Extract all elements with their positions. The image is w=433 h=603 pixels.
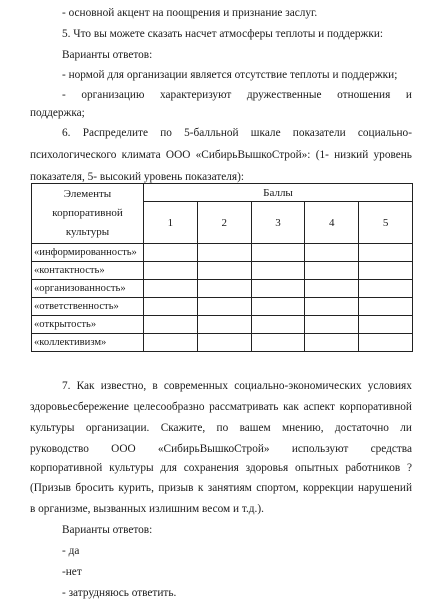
answers-label: Варианты ответов: [62, 49, 153, 61]
question-6-line [30, 148, 412, 162]
answer-option: - нормой для организации является отсутствие теплоты и поддержки; [62, 69, 398, 81]
word: здоровьесбережение [30, 401, 129, 413]
score-cell[interactable] [251, 334, 305, 352]
word: Как [76, 380, 95, 392]
table-row [32, 316, 413, 334]
score-cell[interactable] [359, 244, 413, 262]
question-7 [62, 379, 412, 393]
score-column-5: 5 [359, 202, 413, 244]
score-cell[interactable] [251, 244, 305, 262]
answer-option: -нет [62, 566, 82, 578]
score-column-4: 4 [305, 202, 359, 244]
score-cell[interactable] [144, 298, 198, 316]
score-cell[interactable] [305, 244, 359, 262]
word: шкале [250, 127, 281, 139]
word: руководство [30, 443, 89, 455]
question-7-line [30, 481, 412, 495]
table-row [32, 334, 413, 352]
score-cell[interactable] [144, 244, 198, 262]
word: в [152, 380, 158, 392]
question-7-line [30, 461, 412, 475]
score-column-2: 2 [197, 202, 251, 244]
word: 7. [62, 380, 71, 392]
word: социально- [357, 127, 412, 139]
table-row [32, 280, 413, 298]
word: целесообразно [133, 401, 205, 413]
word: (Призыв [30, 482, 72, 494]
header-elements: Элементы корпоративной культуры [32, 184, 144, 244]
score-cell[interactable] [251, 280, 305, 298]
score-cell[interactable] [197, 334, 251, 352]
word: средства [370, 443, 412, 455]
score-cell[interactable] [305, 298, 359, 316]
score-column-1: 1 [144, 202, 198, 244]
word: ? [406, 462, 412, 474]
word: используют [291, 443, 349, 455]
word: дружественные [246, 89, 322, 101]
row-label: «организованность» [32, 280, 144, 298]
question-5: 5. Что вы можете сказать насчет атмосферы теплоты и поддержки: [62, 28, 384, 40]
score-cell[interactable] [359, 316, 413, 334]
score-cell[interactable] [197, 262, 251, 280]
question-7-line [30, 442, 412, 456]
word: (1- [315, 149, 329, 161]
word: вашем [239, 422, 271, 434]
word: сохранения [183, 462, 239, 474]
answer-option: - затрудняюсь ответить. [62, 587, 177, 599]
word: достаточно [334, 422, 389, 434]
score-cell[interactable] [197, 316, 251, 334]
score-cell[interactable] [359, 334, 413, 352]
word: Распределите [82, 127, 148, 139]
word: климата [121, 149, 161, 161]
question-6-line: показателя, 5- высокий уровень показателя): [30, 171, 245, 183]
table-row [32, 298, 413, 316]
word: социально-экономических [234, 380, 362, 392]
word: культуры [30, 422, 75, 434]
word: мнению, [281, 422, 324, 434]
row-label: «контактность» [32, 262, 144, 280]
word: 5-балльной [184, 127, 239, 139]
score-cell[interactable] [144, 334, 198, 352]
score-cell[interactable] [144, 262, 198, 280]
table-row [32, 244, 413, 262]
row-label: «информированность» [32, 244, 144, 262]
score-table [31, 183, 413, 352]
score-column-3: 3 [251, 202, 305, 244]
word: низкий [334, 149, 369, 161]
word: организацию [81, 89, 145, 101]
word: уровень [373, 149, 412, 161]
word: здоровья [245, 462, 289, 474]
word: культуры [109, 462, 154, 474]
word: ООО [165, 149, 191, 161]
score-cell[interactable] [251, 262, 305, 280]
word: 6. [62, 127, 71, 139]
score-cell[interactable] [197, 280, 251, 298]
word: «СибирьВышкоСтрой»: [195, 149, 311, 161]
score-cell[interactable] [305, 334, 359, 352]
question-7-line [30, 421, 412, 435]
answers-label: Варианты ответов: [62, 524, 153, 536]
score-cell[interactable] [305, 262, 359, 280]
question-6 [62, 126, 412, 140]
word: занятиям [207, 482, 252, 494]
word: коррекции [303, 482, 354, 494]
word: Скажите, [160, 422, 206, 434]
word: показатели [292, 127, 346, 139]
answer-option: - да [62, 545, 80, 557]
score-cell[interactable] [359, 298, 413, 316]
score-cell[interactable] [197, 298, 251, 316]
word: по [216, 422, 229, 434]
word: и [405, 89, 412, 101]
score-cell[interactable] [305, 316, 359, 334]
word: по [160, 127, 172, 139]
word: опытных [295, 462, 339, 474]
answer-option-end: поддержка; [30, 107, 85, 119]
header-scores: Баллы [144, 184, 413, 202]
score-cell[interactable] [305, 280, 359, 298]
word: к [197, 482, 204, 494]
word: известно, [100, 380, 147, 392]
word: «СибирьВышкоСтрой» [157, 443, 270, 455]
word: современных [163, 380, 229, 392]
word: курить, [118, 482, 154, 494]
row-label: «коллективизм» [32, 334, 144, 352]
word: работников [345, 462, 401, 474]
table-row [32, 262, 413, 280]
word: условиях [367, 380, 412, 392]
row-label: «ответственность» [32, 298, 144, 316]
word: - [62, 89, 66, 101]
word: спортом, [256, 482, 299, 494]
score-cell[interactable] [197, 244, 251, 262]
word: психологического [30, 149, 117, 161]
score-cell[interactable] [359, 262, 413, 280]
question-7-line: в организме, вызванных излишним весом и т.д.). [30, 503, 264, 515]
text-line: - основной акцент на поощрения и признание заслуг. [62, 7, 318, 19]
word: для [160, 462, 178, 474]
word: призыв [158, 482, 194, 494]
word: аспект [303, 401, 335, 413]
word: корпоративной [339, 401, 412, 413]
word: нарушений [357, 482, 412, 494]
word: организации. [85, 422, 150, 434]
word: характеризуют [160, 89, 232, 101]
row-label: «открытость» [32, 316, 144, 334]
word: отношения [337, 89, 391, 101]
question-7-line [30, 400, 412, 414]
score-cell[interactable] [144, 280, 198, 298]
word: бросить [75, 482, 114, 494]
word: ли [400, 422, 412, 434]
word: как [283, 401, 299, 413]
answer-option [62, 88, 412, 102]
score-cell[interactable] [251, 298, 305, 316]
score-cell[interactable] [359, 280, 413, 298]
word: корпоративной [30, 462, 103, 474]
score-cell[interactable] [144, 316, 198, 334]
score-cell[interactable] [251, 316, 305, 334]
word: рассматривать [209, 401, 279, 413]
word: ООО [111, 443, 136, 455]
